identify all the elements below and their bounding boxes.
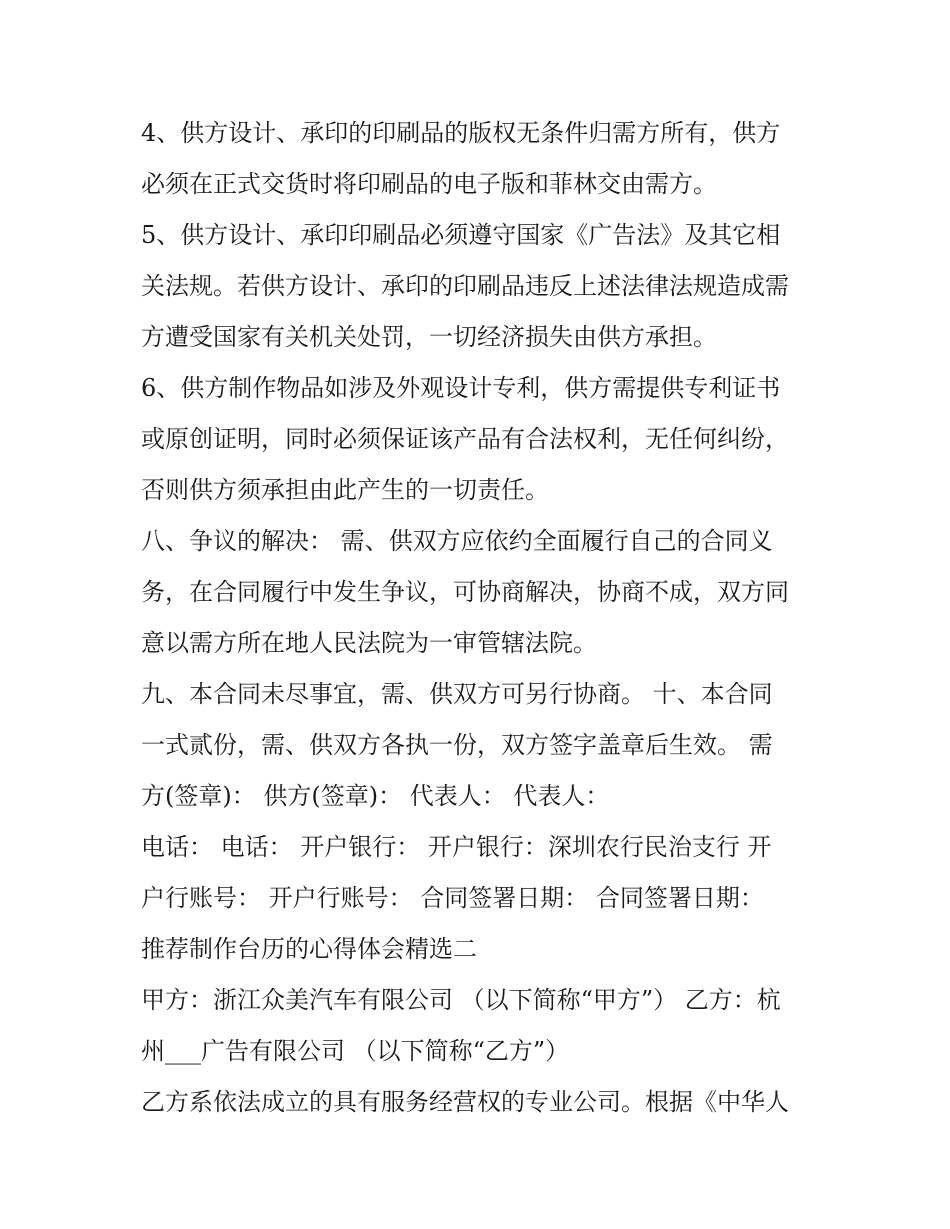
text-line: 甲方：浙江众美汽车有限公司 （以下简称“甲方”） 乙方：杭 xyxy=(141,986,781,1014)
text-line: 一式贰份，需、供双方各执一份，双方签字盖章后生效。 需 xyxy=(141,731,773,759)
text-line: 务，在合同履行中发生争议，可协商解决，协商不成，双方同 xyxy=(141,578,789,606)
text-line: 九、本合同未尽事宜，需、供双方可另行协商。 十、本合同 xyxy=(141,680,773,708)
text-line: 方(签章)： 供方(签章)： 代表人： 代表人： xyxy=(141,782,610,810)
text-line: 否则供方须承担由此产生的一切责任。 xyxy=(141,476,549,504)
text-line: 户行账号： 开户行账号： 合同签署日期： 合同签署日期： xyxy=(141,884,764,912)
text-line: 必须在正式交货时将印刷品的电子版和菲林交由需方。 xyxy=(141,170,717,198)
document-body xyxy=(141,108,821,1128)
text-line: 5、供方设计、承印印刷品必须遵守国家《广告法》及其它相 xyxy=(141,221,781,249)
text-line: 关法规。若供方设计、承印的印刷品违反上述法律法规造成需 xyxy=(141,272,789,300)
text-line: 州___广告有限公司 （以下简称“乙方”） xyxy=(141,1037,570,1065)
text-line: 方遭受国家有关机关处罚，一切经济损失由供方承担。 xyxy=(141,323,717,351)
section-heading: 推荐制作台历的心得体会精选二 xyxy=(141,935,477,963)
text-line: 意以需方所在地人民法院为一审管辖法院。 xyxy=(141,629,597,657)
text-line: 4、供方设计、承印的印刷品的版权无条件归需方所有，供方 xyxy=(141,119,781,147)
text-line: 6、供方制作物品如涉及外观设计专利，供方需提供专利证书 xyxy=(141,374,781,402)
text-line: 八、争议的解决： 需、供双方应依约全面履行自己的合同义 xyxy=(141,527,773,555)
text-line: 电话： 电话： 开户银行： 开户银行：深圳农行民治支行 开 xyxy=(141,833,772,861)
text-line: 或原创证明，同时必须保证该产品有合法权利，无任何纠纷， xyxy=(141,425,789,453)
text-line: 乙方系依法成立的具有服务经营权的专业公司。根据《中华人 xyxy=(141,1088,789,1116)
